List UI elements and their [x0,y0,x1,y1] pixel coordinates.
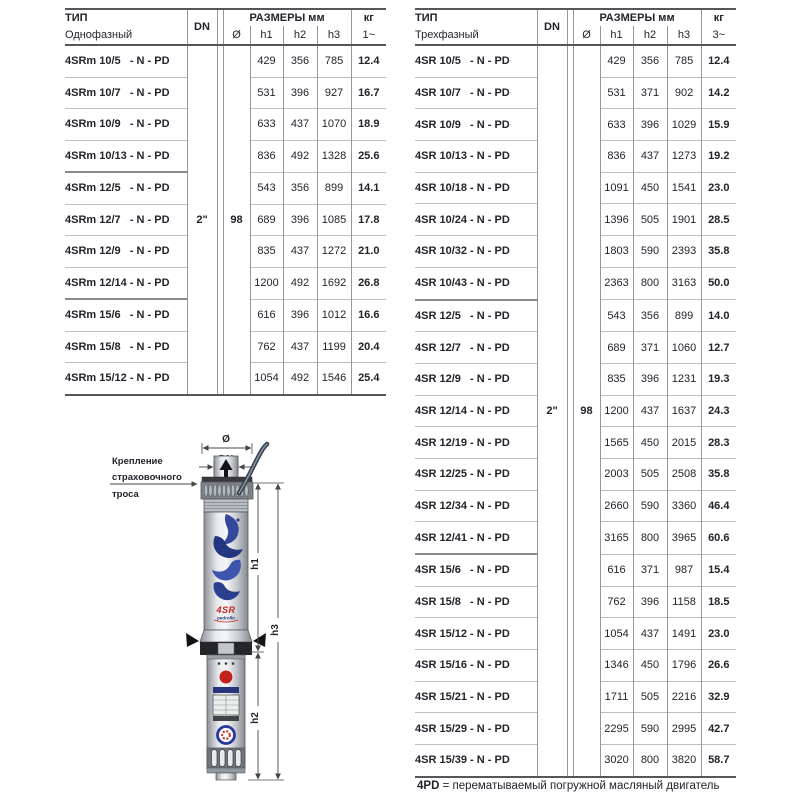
h1-cell: 689 [250,204,283,236]
kg-header: кг [713,12,724,24]
h2-cell: 396 [633,363,667,395]
h1-cell: 616 [250,299,283,331]
model-cell: 4SR 10/13 - N - PD [415,141,537,173]
model-cell: 4SR 15/12 - N - PD [415,618,537,650]
model-cell: 4SR 12/5 - N - PD [415,300,537,332]
h2-cell: 371 [633,77,667,109]
kg-cell: 15.4 [701,554,736,586]
height-dimensions [248,483,284,780]
model-cell: 4SR 12/14 - N - PD [415,395,537,427]
dia-dimension-label: Ø [222,434,230,445]
h3-cell: 1060 [667,332,701,364]
h2-cell: 800 [633,522,667,554]
h1-dimension-label: h1 [250,558,261,570]
h2-cell: 396 [283,299,317,331]
model-cell: 4SR 10/9 - N - PD [415,109,537,141]
brand-logo-text: pedrollo [217,615,235,621]
h3-cell: 3360 [667,490,701,522]
kg-cell: 23.0 [701,172,736,204]
h3-subheader: h3 [667,26,701,45]
h3-dimension-label: h3 [270,624,281,636]
h1-cell: 835 [250,236,283,268]
h3-cell: 3163 [667,267,701,299]
model-cell: 4SR 15/39 - N - PD [415,745,537,777]
h2-cell: 505 [633,458,667,490]
h3-cell: 1231 [667,363,701,395]
h1-cell: 1346 [600,650,633,682]
h2-subheader: h2 [633,26,667,45]
h3-cell: 1272 [317,236,351,268]
footnote [417,780,719,792]
phase-header: Однофазный [65,26,187,45]
h2-cell: 590 [633,490,667,522]
suction-arrow-right-icon [253,633,266,647]
kg-cell: 28.5 [701,204,736,236]
h2-cell: 590 [633,713,667,745]
h3-cell: 1692 [317,267,351,299]
h3-cell: 2015 [667,427,701,459]
model-cell: 4SR 10/18 - N - PD [415,172,537,204]
h3-cell: 2216 [667,681,701,713]
kg-cell: 26.8 [351,267,386,299]
h2-cell: 450 [633,427,667,459]
pump-diagram [100,428,300,790]
h1-cell: 762 [600,586,633,618]
kg-cell: 50.0 [701,267,736,299]
h1-subheader: h1 [250,26,283,45]
model-cell: 4SR 10/7 - N - PD [415,77,537,109]
h3-cell: 902 [667,77,701,109]
model-cell: 4SRm 10/13 - N - PD [65,140,187,172]
h3-subheader: h3 [317,26,351,45]
model-cell: 4SRm 15/6 - N - PD [65,299,187,331]
h1-cell: 836 [600,141,633,173]
model-cell: 4SRm 10/9 - N - PD [65,109,187,141]
h1-cell: 1565 [600,427,633,459]
h1-cell: 1803 [600,236,633,268]
sizes-header: РАЗМЕРЫ мм [223,9,351,26]
h3-cell: 1541 [667,172,701,204]
h2-subheader: h2 [283,26,317,45]
h2-cell: 356 [633,45,667,77]
h2-cell: 492 [283,140,317,172]
h2-cell: 450 [633,172,667,204]
model-cell: 4SRm 12/14 - N - PD [65,267,187,299]
h1-cell: 1396 [600,204,633,236]
kg-cell: 17.8 [351,204,386,236]
h3-cell: 2393 [667,236,701,268]
h3-cell: 1637 [667,395,701,427]
model-cell: 4SR 10/43 - N - PD [415,267,537,299]
diameter-dimension [202,434,252,454]
h1-cell: 616 [600,554,633,586]
model-cell: 4SRm 10/7 - N - PD [65,77,187,109]
h1-cell: 835 [600,363,633,395]
h1-cell: 1711 [600,681,633,713]
phase-count-subheader: 1~ [351,26,386,45]
h3-cell: 3965 [667,522,701,554]
h3-cell: 2995 [667,713,701,745]
kg-cell: 12.4 [351,45,386,77]
dn-value-cell: 2" [187,45,217,395]
h1-subheader: h1 [600,26,633,45]
kg-cell: 18.5 [701,586,736,618]
h2-cell: 356 [283,45,317,77]
kg-cell: 14.1 [351,172,386,204]
kg-cell: 18.9 [351,109,386,141]
diameter-subheader: Ø [573,26,600,45]
model-cell: 4SR 10/24 - N - PD [415,204,537,236]
suction-arrow-left-icon [186,633,199,647]
h3-cell: 1273 [667,141,701,173]
model-cell: 4SR 10/5 - N - PD [415,45,537,77]
model-cell: 4SR 12/34 - N - PD [415,490,537,522]
three-phase-rows [415,45,736,777]
h2-cell: 437 [633,618,667,650]
h2-cell: 450 [633,650,667,682]
kg-cell: 16.7 [351,77,386,109]
h1-cell: 543 [600,300,633,332]
h1-cell: 689 [600,332,633,364]
model-cell: 4SRm 10/5 - N - PD [65,45,187,77]
h3-cell: 927 [317,77,351,109]
h1-cell: 2295 [600,713,633,745]
kg-cell: 35.8 [701,236,736,268]
dn-header: DN [187,9,217,45]
model-cell: 4SR 12/19 - N - PD [415,427,537,459]
h3-cell: 899 [667,300,701,332]
model-cell: 4SRm 12/9 - N - PD [65,236,187,268]
model-cell: 4SR 15/6 - N - PD [415,554,537,586]
h3-cell: 899 [317,172,351,204]
h2-cell: 505 [633,681,667,713]
h2-cell: 371 [633,332,667,364]
model-cell: 4SRm 15/8 - N - PD [65,331,187,363]
h2-cell: 505 [633,204,667,236]
svg-text:троса: троса [112,489,139,500]
phase-count-subheader: 3~ [701,26,736,45]
h1-cell: 429 [250,45,283,77]
kg-cell: 12.7 [701,332,736,364]
h3-cell: 1199 [317,331,351,363]
h1-cell: 633 [600,109,633,141]
model-cell: 4SR 15/29 - N - PD [415,713,537,745]
motor-foot [216,773,236,780]
h2-cell: 356 [283,172,317,204]
model-cell: 4SR 12/9 - N - PD [415,363,537,395]
h3-cell: 1158 [667,586,701,618]
model-cell: 4SRm 12/5 - N - PD [65,172,187,204]
h3-cell: 1491 [667,618,701,650]
model-cell: 4SR 15/16 - N - PD [415,650,537,682]
h2-cell: 437 [283,331,317,363]
motor-blue-emblem-icon [218,727,235,744]
phase-header: Трехфазный [415,26,537,45]
kg-cell: 14.2 [701,77,736,109]
h3-cell: 1328 [317,140,351,172]
kg-cell: 42.7 [701,713,736,745]
h2-cell: 371 [633,554,667,586]
h1-cell: 2363 [600,267,633,299]
h2-cell: 396 [283,77,317,109]
h1-cell: 531 [250,77,283,109]
h1-cell: 2003 [600,458,633,490]
h3-cell: 1012 [317,299,351,331]
h1-cell: 1200 [250,267,283,299]
h1-cell: 531 [600,77,633,109]
h3-cell: 1085 [317,204,351,236]
h1-cell: 1054 [600,618,633,650]
h3-cell: 1029 [667,109,701,141]
h2-cell: 492 [283,267,317,299]
diameter-value-cell: 98 [223,45,250,395]
h1-cell: 1054 [250,363,283,395]
kg-cell: 25.4 [351,363,386,395]
kg-cell: 46.4 [701,490,736,522]
pump-body [186,456,266,780]
h2-cell: 590 [633,236,667,268]
model-cell: 4SRm 15/12 - N - PD [65,363,187,395]
h2-cell: 800 [633,745,667,777]
kg-cell: 16.6 [351,299,386,331]
kg-cell: 15.9 [701,109,736,141]
kg-cell: 28.3 [701,427,736,459]
kg-cell: 58.7 [701,745,736,777]
body-model-logo-text: 4SR [216,605,236,615]
h3-cell: 2508 [667,458,701,490]
h2-cell: 800 [633,267,667,299]
h3-cell: 785 [317,45,351,77]
kg-cell: 19.2 [701,141,736,173]
kg-cell: 12.4 [701,45,736,77]
h1-cell: 543 [250,172,283,204]
kg-cell: 20.4 [351,331,386,363]
motor-brand-band [213,687,239,693]
h1-cell: 836 [250,140,283,172]
table-row [415,45,736,77]
h3-cell: 987 [667,554,701,586]
model-cell: 4SR 12/41 - N - PD [415,522,537,554]
h2-cell: 437 [283,236,317,268]
h2-dimension-label: h2 [250,712,261,724]
h1-cell: 1200 [600,395,633,427]
h1-cell: 762 [250,331,283,363]
h3-cell: 1796 [667,650,701,682]
diameter-subheader: Ø [223,26,250,45]
h1-cell: 633 [250,109,283,141]
model-cell: 4SRm 12/7 - N - PD [65,204,187,236]
kg-cell: 26.6 [701,650,736,682]
kg-cell: 32.9 [701,681,736,713]
kg-cell: 60.6 [701,522,736,554]
dn-header: DN [537,9,567,45]
kg-cell: 14.0 [701,300,736,332]
h2-cell: 396 [283,204,317,236]
h3-cell: 785 [667,45,701,77]
kg-cell: 19.3 [701,363,736,395]
kg-cell: 25.6 [351,140,386,172]
model-cell: 4SR 12/25 - N - PD [415,458,537,490]
h2-cell: 396 [633,586,667,618]
table-row [65,45,386,77]
model-cell: 4SR 10/32 - N - PD [415,236,537,268]
diameter-value-cell: 98 [573,45,600,777]
type-header: ТИП [415,9,537,26]
dn-value-cell: 2" [537,45,567,777]
h1-cell: 1091 [600,172,633,204]
kg-cell: 21.0 [351,236,386,268]
h2-cell: 437 [633,141,667,173]
sizes-header: РАЗМЕРЫ мм [573,9,701,26]
three-phase-table [415,8,736,778]
motor-red-logo-icon [219,670,233,684]
model-cell: 4SR 15/8 - N - PD [415,586,537,618]
kg-cell: 23.0 [701,618,736,650]
footnote-term: 4PD [417,780,440,792]
h1-cell: 3165 [600,522,633,554]
footnote-definition: = перематываемый погружной масляный двигатель [439,780,720,792]
h2-cell: 396 [633,109,667,141]
h2-cell: 356 [633,300,667,332]
svg-text:страховочного: страховочного [112,472,182,483]
h3-cell: 3820 [667,745,701,777]
model-cell: 4SR 12/7 - N - PD [415,332,537,364]
rope-attachment-label [110,456,197,500]
h2-cell: 437 [633,395,667,427]
h1-cell: 429 [600,45,633,77]
h2-cell: 437 [283,109,317,141]
h3-cell: 1546 [317,363,351,395]
h3-cell: 1070 [317,109,351,141]
kg-cell: 24.3 [701,395,736,427]
kg-cell: 35.8 [701,458,736,490]
kg-header: кг [363,12,374,24]
h1-cell: 3020 [600,745,633,777]
type-header: ТИП [65,9,187,26]
svg-text:Крепление: Крепление [112,456,163,467]
single-phase-rows [65,45,386,395]
single-phase-table [65,8,386,396]
h3-cell: 1901 [667,204,701,236]
model-cell: 4SR 15/21 - N - PD [415,681,537,713]
h2-cell: 492 [283,363,317,395]
h1-cell: 2660 [600,490,633,522]
